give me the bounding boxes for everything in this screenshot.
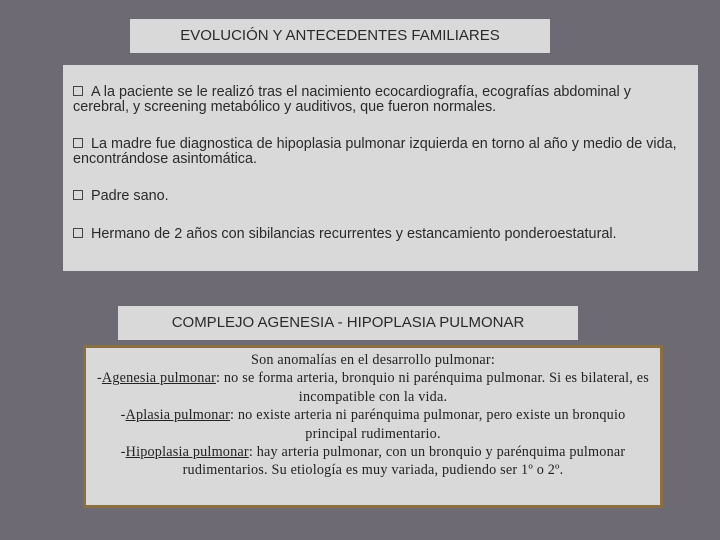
definition-term: Agenesia pulmonar bbox=[101, 370, 216, 387]
bullet-item bbox=[73, 227, 688, 242]
antecedentes-box bbox=[63, 65, 698, 271]
definition-prefix: - bbox=[120, 407, 126, 424]
checkbox-bullet-icon bbox=[73, 190, 83, 200]
bullet-item bbox=[73, 137, 688, 167]
bullet-item bbox=[73, 85, 688, 115]
definition-prefix: - bbox=[96, 370, 102, 387]
definition-term: Hipoplasia pulmonar bbox=[125, 444, 249, 461]
section-title-evolucion: EVOLUCIÓN Y ANTECEDENTES FAMILIARES bbox=[130, 19, 550, 53]
bullet-item bbox=[73, 189, 688, 204]
bullet-text: A la paciente se le realizó tras el nacimiento ecocardiografía, ecografías abdominal y cerebral, y screening metabólico y auditivos, que fueron normales. bbox=[73, 84, 631, 115]
definitions-intro: Son anomalías en el desarrollo pulmonar: bbox=[250, 352, 495, 368]
checkbox-bullet-icon bbox=[73, 86, 83, 96]
definition-text: : no se forma arteria, bronquio ni parénquima pulmonar. Si es bilateral, es incompatible con la vida. bbox=[216, 370, 650, 405]
checkbox-bullet-icon bbox=[73, 228, 83, 238]
definitions-box bbox=[83, 345, 663, 508]
definition-prefix: - bbox=[120, 444, 126, 461]
definition-text: : hay arteria pulmonar, con un bronquio y parénquima pulmonar rudimentarios. Su etiología es muy variada, pudiendo ser 1º o 2º. bbox=[182, 444, 626, 479]
bullet-text: La madre fue diagnostica de hipoplasia pulmonar izquierda en torno al año y medio de vida, encontrándose asintomática. bbox=[73, 136, 677, 167]
definition-text: : no existe arteria ni parénquima pulmonar, pero existe un bronquio principal rudimentario. bbox=[230, 407, 626, 442]
checkbox-bullet-icon bbox=[73, 138, 83, 148]
definition-item-aplasia bbox=[94, 406, 652, 443]
bullet-text: Hermano de 2 años con sibilancias recurrentes y estancamiento ponderoestatural. bbox=[91, 226, 617, 242]
definition-term: Aplasia pulmonar bbox=[125, 407, 230, 424]
definition-item-agenesia bbox=[94, 369, 652, 406]
bullet-text: Padre sano. bbox=[91, 188, 169, 204]
definition-item-hipoplasia bbox=[94, 443, 652, 480]
section-title-complejo: COMPLEJO AGENESIA - HIPOPLASIA PULMONAR bbox=[118, 306, 578, 340]
